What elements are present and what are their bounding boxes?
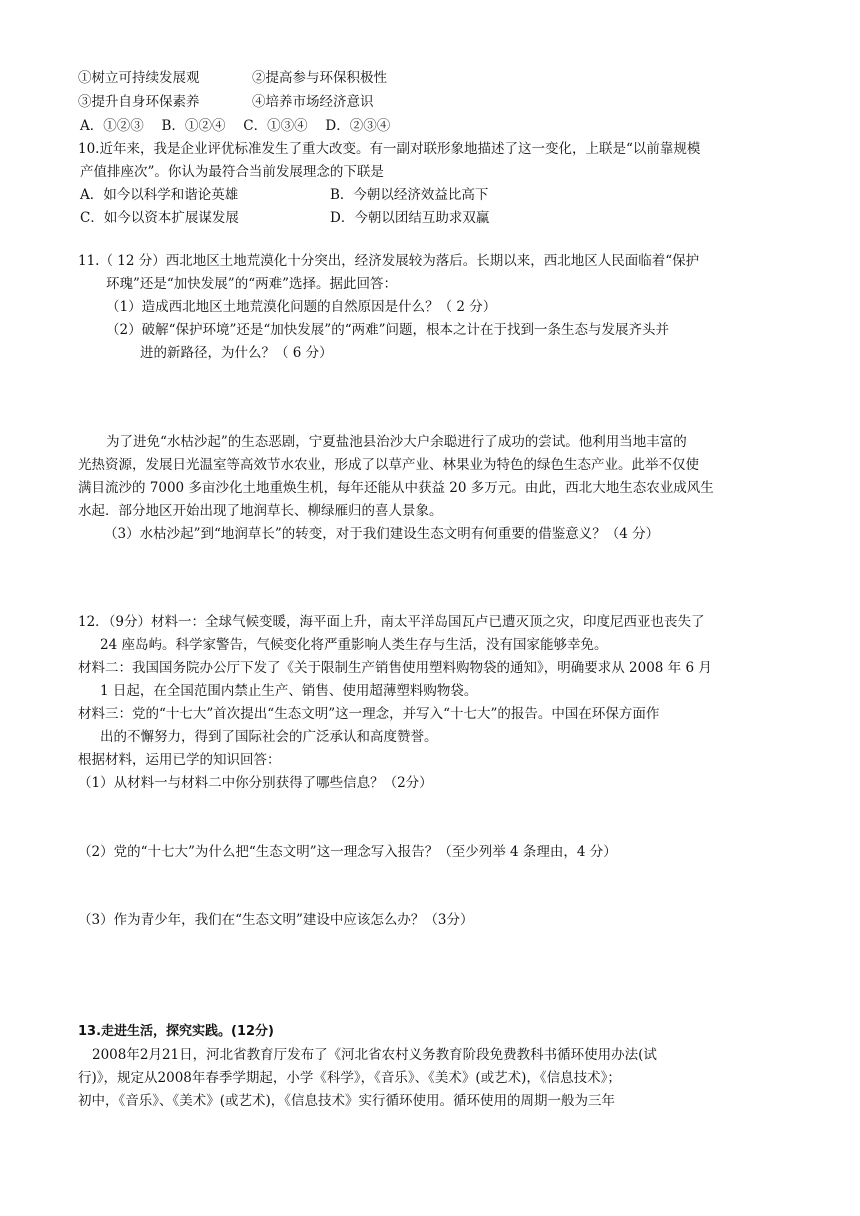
q10-stem-line-1: 10.近年来，我是企业评优标准发生了重大改变。有一副对联形象地描述了这一变化，上联是“以前靠规模 <box>78 141 701 157</box>
q12-subquestion-3: （3）作为青少年，我们在“生态文明”建设中应该怎么办？（3分） <box>78 912 474 928</box>
q9-option-1: ①树立可持续发展观 <box>78 70 200 86</box>
q11-subquestion-1: （1）造成西北地区土地荒漠化问题的自然原因是什么？（ 2 分） <box>106 299 497 315</box>
q9-option-4: ④培养市场经济意识 <box>252 94 374 110</box>
q11-subquestion-3: （3）水枯沙起”到“地润草长”的转变，对于我们建设生态文明有何重要的借鉴意义？（4 分） <box>104 526 660 542</box>
q11-paragraph-line-3: 满目流沙的 7000 多亩沙化土地重焕生机，每年还能从中获益 20 多万元。由此，西北大地生态农业成风生 <box>78 480 714 496</box>
q12-material-3-line-1: 材料三：党的“十七大”首次提出“生态文明”这一理念，并写入“十七大”的报告。中国在环保方面作 <box>78 706 660 722</box>
q12-material-2-line-2: 1 日起，在全国范围内禁止生产、销售、使用超薄塑料购物袋。 <box>100 683 478 699</box>
q12-material-1-line-2: 24 座岛屿。科学家警告，气候变化将严重影响人类生存与生活，没有国家能够幸免。 <box>100 637 608 653</box>
q12-subquestion-2: （2）党的“十七大”为什么把“生态文明”这一理念写入报告？（至少列举 4 条理由，4 分） <box>78 844 617 860</box>
q11-subquestion-2-line-2: 进的新路径，为什么？（ 6 分） <box>140 345 333 361</box>
q10-option-c: C．如今以资本扩展谋发展 <box>80 210 239 226</box>
q11-paragraph-line-2: 光热资源，发展日光温室等高效节水农业，形成了以草产业、林果业为特色的绿色生态产业。此举不仅使 <box>78 457 699 473</box>
q13-paragraph-line-2: 行)》，规定从2008年春季学期起，小学《科学》，《音乐》、《美术》(或艺术)，《信息技术》； <box>78 1070 621 1086</box>
q11-stem-line-2: 环瑰”还是“加快发展”的“两难”选择。据此回答： <box>106 276 398 292</box>
q10-stem-line-2: 产值排座次”。你认为最符合当前发展理念的下联是 <box>80 164 384 180</box>
q9-option-2: ②提高参与环保积极性 <box>252 70 387 86</box>
q12-lead: 根据材料，运用已学的知识回答： <box>78 752 281 768</box>
q11-paragraph-line-4: 水起．部分地区开始出现了地润草长、柳绿雁归的喜人景象。 <box>78 503 443 519</box>
q13-paragraph-line-1: 2008年2月21日，河北省教育厅发布了《河北省农村义务教育阶段免费教科书循环使用办法(试 <box>92 1047 657 1063</box>
q12-material-2-line-1: 材料二：我国国务院办公厅下发了《关于限制生产销售使用塑料购物袋的通知》，明确要求从 2008 年 6 月 <box>78 660 712 676</box>
q10-option-b: B．今朝以经济效益比高下 <box>330 187 489 203</box>
q9-option-3: ③提升自身环保素养 <box>78 94 200 110</box>
q9-choices: A．①②③ B．①②④ C．①③④ D．②③④ <box>80 118 391 134</box>
q11-paragraph-line-1: 为了进免“水枯沙起”的生态恶剧，宁夏盐池县治沙大户余聪进行了成功的尝试。他利用当地丰富的 <box>106 434 687 450</box>
q12-material-3-line-2: 出的不懈努力，得到了国际社会的广泛承认和高度赞誉。 <box>100 729 438 745</box>
q12-subquestion-1: （1）从材料一与材料二中你分别获得了哪些信息？（2分） <box>78 775 433 791</box>
q13-title: 13.走进生活，探究实践。(12分) <box>78 1024 275 1039</box>
q11-subquestion-2-line-1: （2）破解“保护环境”还是“加快发展”的“两难”问题，根本之计在于找到一条生态与发展齐头并 <box>106 322 669 338</box>
q13-paragraph-line-3: 初中，《音乐》、《美术》(或艺术)，《信息技术》实行循环使用。循环使用的周期一般为三年 <box>78 1093 616 1109</box>
q12-material-1-line-1: 12．（9分）材料一：全球气候变暖，海平面上升，南太平洋岛国瓦卢已遭灭顶之灾，印度尼西亚也丧失了 <box>78 614 705 630</box>
q10-option-d: D．今朝以团结互助求双赢 <box>330 210 490 226</box>
q11-stem-line-1: 11.（ 12 分）西北地区土地荒漠化十分突出，经济发展较为落后。长期以来，西北地区人民面临着“保护 <box>78 253 700 269</box>
q10-option-a: A．如今以科学和谐论英雄 <box>80 187 239 203</box>
